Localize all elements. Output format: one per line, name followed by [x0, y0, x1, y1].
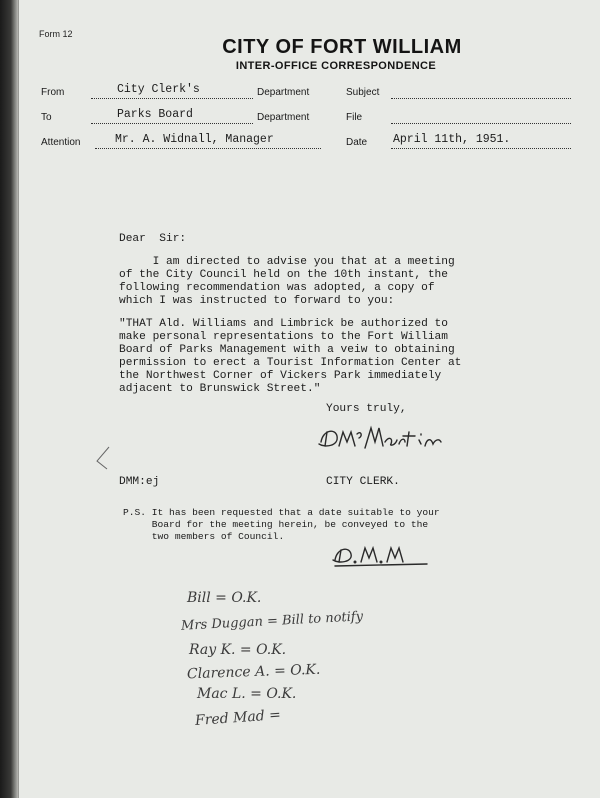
- ps-line: Board for the meeting herein, be conveyed to the: [123, 519, 429, 530]
- paragraph-line: permission to erect a Tourist Information Center at: [119, 357, 462, 369]
- attention-value: Mr. A. Widnall, Manager: [115, 133, 274, 146]
- from-value: City Clerk's: [117, 83, 200, 96]
- ps-signature: [331, 540, 431, 568]
- salutation: Dear Sir:: [119, 233, 187, 245]
- subject-label: Subject: [346, 87, 380, 98]
- to-value: Parks Board: [117, 108, 193, 121]
- scan-edge: [0, 0, 18, 798]
- paragraph-line: "THAT Ald. Williams and Limbrick be authorized to: [119, 318, 448, 330]
- file-line: [391, 111, 571, 124]
- ps-line: P.S. It has been requested that a date suitable to your: [123, 507, 440, 518]
- paragraph-line: make personal representations to the Fort William: [119, 331, 448, 343]
- from-department-label: Department: [257, 87, 310, 98]
- typist-initials: DMM:ej: [119, 476, 160, 488]
- ps-line: two members of Council.: [123, 531, 285, 542]
- signer-title: CITY CLERK.: [326, 476, 400, 488]
- signature: [315, 420, 465, 454]
- note-clarence-a: Clarence A. = O.K.: [186, 661, 321, 683]
- form-number: Form 12: [39, 29, 73, 39]
- margin-mark: [93, 445, 113, 471]
- memo-page: [18, 0, 600, 798]
- to-department-label: Department: [257, 112, 310, 123]
- note-bill: Bill = O.K.: [187, 590, 262, 606]
- note-mac-l: Mac L. = O.K.: [197, 686, 297, 702]
- note-ray-k: Ray K. = O.K.: [189, 642, 287, 658]
- subject-line: [391, 86, 571, 99]
- letterhead-title: CITY OF FORT WILLIAM: [222, 36, 462, 58]
- date-label: Date: [346, 137, 368, 148]
- paragraph-line: of the City Council held on the 10th instant, the: [119, 269, 448, 281]
- note-mrs-duggan: Mrs Duggan = Bill to notify: [180, 609, 364, 634]
- paragraph-line: adjacent to Brunswick Street.": [119, 383, 321, 395]
- to-label: To: [41, 112, 52, 123]
- paragraph-line: which I was instructed to forward to you:: [119, 295, 395, 307]
- date-value: April 11th, 1951.: [393, 133, 511, 146]
- paragraph-line: I am directed to advise you that at a meeting: [119, 256, 455, 268]
- closing: Yours truly,: [326, 403, 407, 415]
- attention-label: Attention: [41, 137, 81, 148]
- paragraph-line: following recommendation was adopted, a copy of: [119, 282, 435, 294]
- letterhead-subtitle: INTER-OFFICE CORRESPONDENCE: [235, 60, 437, 72]
- from-label: From: [41, 87, 65, 98]
- file-label: File: [346, 112, 363, 123]
- note-fred-mad: Fred Mad =: [194, 707, 282, 729]
- paragraph-line: the Northwest Corner of Vickers Park immediately: [119, 370, 442, 382]
- paragraph-line: Board of Parks Management with a veiw to obtaining: [119, 344, 455, 356]
